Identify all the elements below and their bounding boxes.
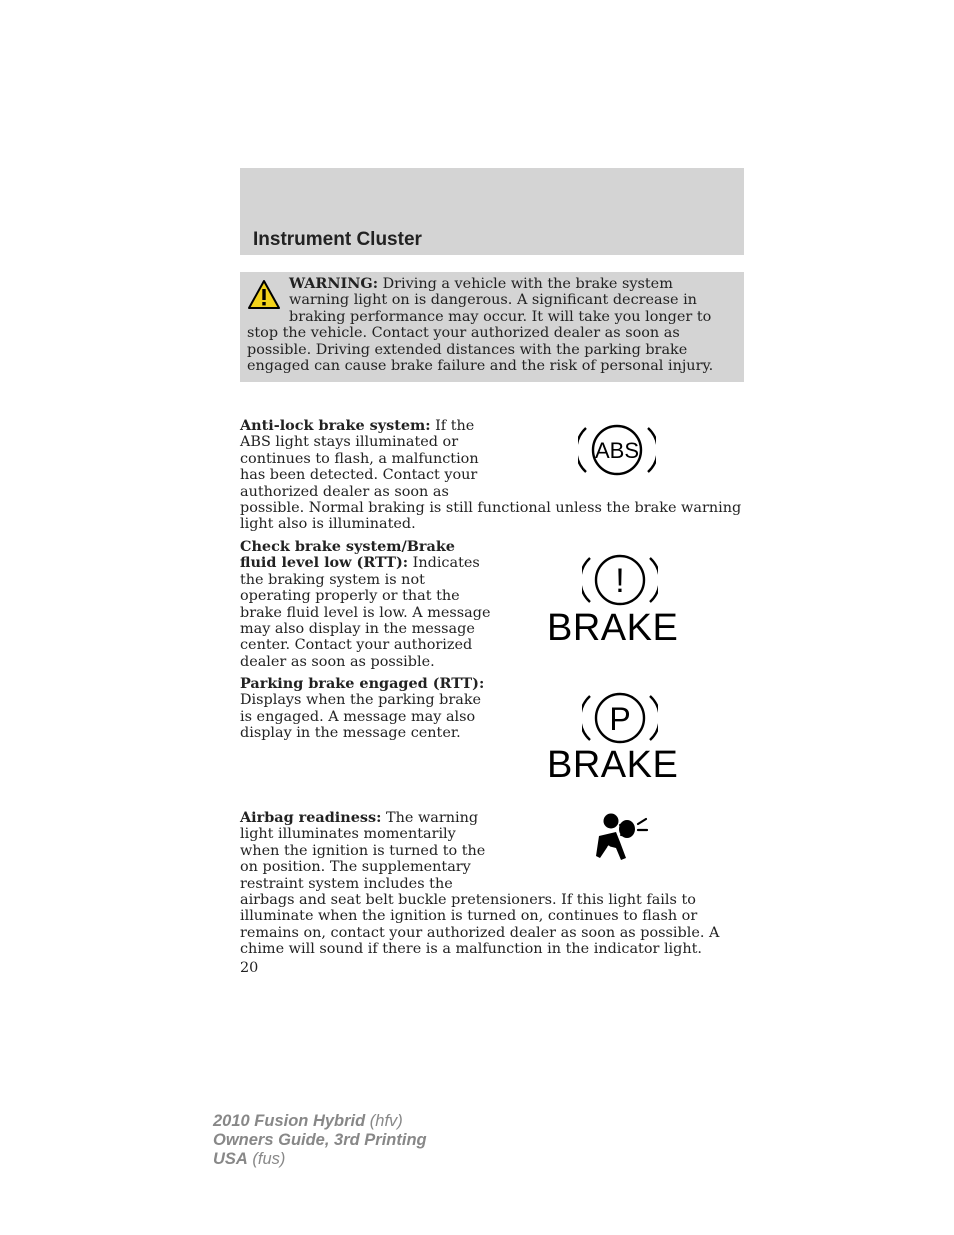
abs-term: Anti-lock brake system:	[240, 417, 431, 434]
brake-warning-icon	[582, 548, 658, 612]
brake-system-term: Check brake system/Brake fluid level low (RTT):	[240, 538, 455, 572]
airbag-person-icon	[594, 812, 650, 862]
brake-icon-symbol: !	[615, 562, 625, 600]
airbag-paragraph	[240, 810, 744, 958]
parking-brake-term: Parking brake engaged (RTT):	[240, 675, 485, 692]
section-header-band	[240, 168, 744, 255]
footer-model-code: (hfv)	[365, 1112, 403, 1130]
warning-label: WARNING:	[289, 275, 379, 292]
footer-region-code: (fus)	[247, 1150, 286, 1168]
footer-region: USA	[213, 1150, 248, 1168]
parking-brake-text: Displays when the parking brake is engaged. A message may also display in the message center.	[240, 692, 482, 742]
parking-icon-symbol: P	[609, 701, 631, 737]
parking-brake-icon	[582, 686, 658, 750]
brake-system-text: Indicates the braking system is not operating properly or that the brake fluid level is low. A message may also display in the message center. Contact your authorized dealer as soon as possible.	[240, 555, 491, 670]
warning-triangle-icon	[247, 278, 281, 312]
footer-guide: Owners Guide, 3rd Printing	[213, 1131, 427, 1149]
parking-brake-icon-word: BRAKE	[547, 744, 679, 786]
abs-text: If the ABS light stays illuminated or continues to flash, a malfunction has been detected. Contact your authorized dealer as soon as possible. Normal braking is still functional unless the brake warning light also is illuminated.	[240, 418, 742, 533]
airbag-term: Airbag readiness:	[240, 809, 382, 826]
abs-icon-label: ABS	[594, 438, 640, 463]
page-number: 20	[240, 960, 259, 976]
section-title: Instrument Cluster	[253, 229, 422, 250]
abs-warning-icon	[578, 418, 656, 482]
abs-paragraph	[240, 418, 744, 533]
footer-model: 2010 Fusion Hybrid	[213, 1112, 366, 1130]
brake-icon-word: BRAKE	[547, 607, 679, 649]
warning-text: Driving a vehicle with the brake system warning light on is dangerous. A significant decrease in braking performance may occur. It will take you longer to stop the vehicle. Contact your authorized dealer as soon as possible. Driving extended distances with the parking brake engaged can cause brake failure and the risk of personal injury.	[247, 276, 714, 375]
airbag-text: The warning light illuminates momentarily when the ignition is turned to the on position. The supplementary restraint system includes the airbags and seat belt buckle pretensioners. If this light fails to illuminate when the ignition is turned on, continues to flash or remains on, contact your authorized dealer as soon as possible. A chime will sound if there is a malfunction in the indicator light.	[240, 810, 720, 958]
footer	[213, 1112, 427, 1169]
warning-box	[240, 272, 744, 382]
